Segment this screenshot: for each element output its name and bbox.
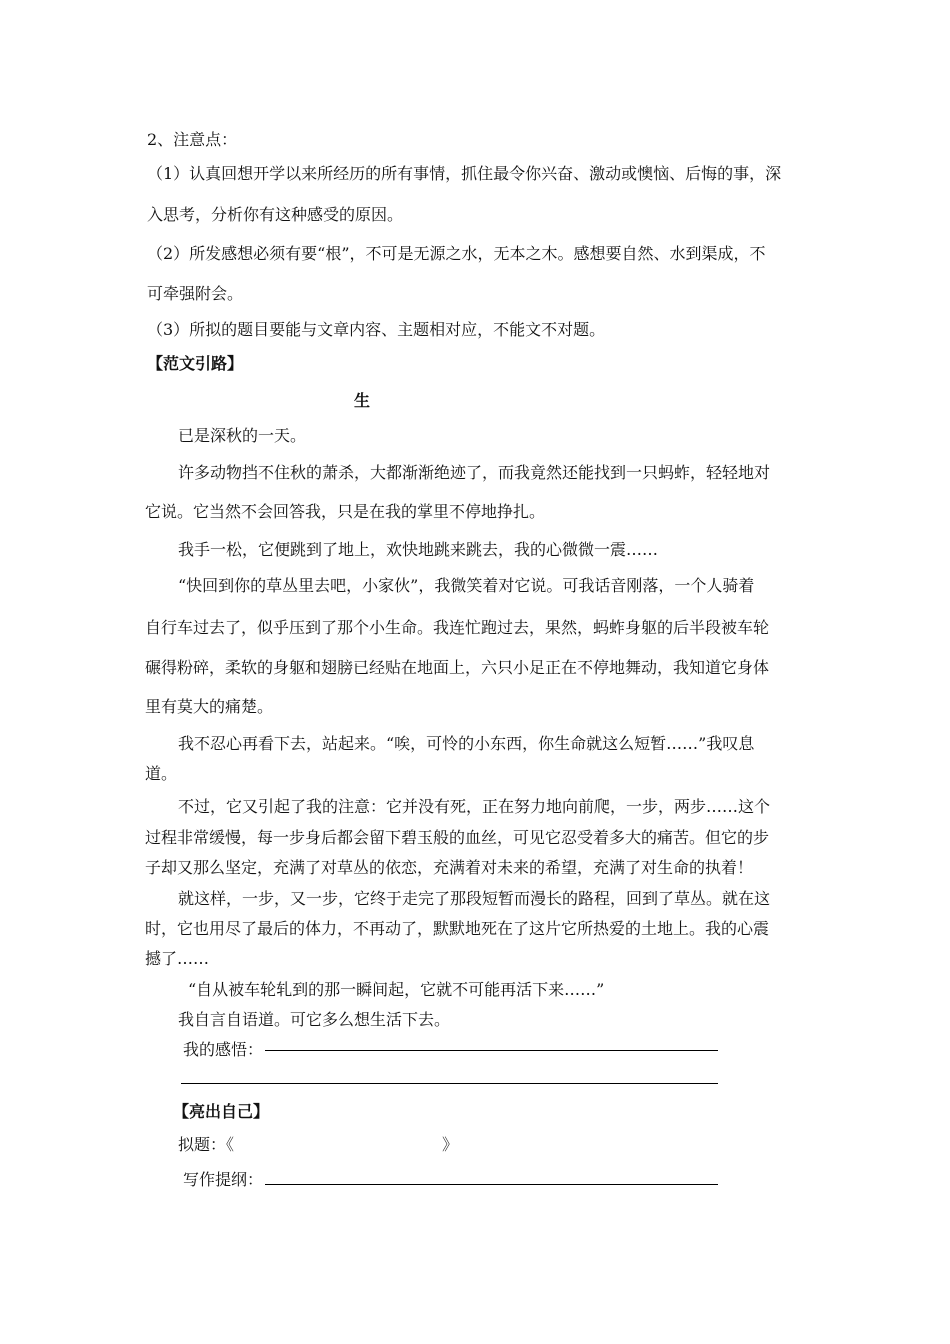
essay-line: 已是深秋的一天。 (178, 426, 307, 445)
essay-line: 道。 (145, 764, 178, 783)
essay-line: 它说。它当然不会回答我，只是在我的掌里不停地挣扎。 (145, 502, 546, 521)
essay-line: 子却又那么坚定，充满了对草丛的依恋，充满着对未来的希望，充满了对生命的执着！ (145, 858, 754, 877)
essay-line: “自从被车轮轧到的那一瞬间起，它就不可能再活下来……” (188, 980, 605, 999)
essay-line: 我自言自语道。可它多么想生活下去。 (178, 1010, 451, 1029)
note-item-3: （3）所拟的题目要能与文章内容、主题相对应，不能文不对题。 (147, 320, 606, 339)
essay-line: 里有莫大的痛楚。 (145, 697, 274, 716)
essay-line: “快回到你的草丛里去吧，小家伙”，我微笑着对它说。可我话音刚落，一个人骑着 (178, 576, 755, 595)
essay-line: 碾得粉碎，柔软的身躯和翅膀已经贴在地面上，六只小足正在不停地舞动，我知道它身体 (145, 658, 770, 677)
reflection-answer-line-1[interactable] (265, 1050, 718, 1051)
title-prompt-label: 拟题：《 (178, 1135, 235, 1154)
note-item-1-line-1: （1）认真回想开学以来所经历的所有事情，抓住最令你兴奋、激动或懊恼、后悔的事，深 (147, 164, 782, 183)
note-item-2-line-2: 可牵强附会。 (147, 284, 244, 303)
essay-line: 过程非常缓慢，每一步身后都会留下碧玉般的血丝，可见它忍受着多大的痛苦。但它的步 (145, 828, 770, 847)
reflection-answer-line-2[interactable] (181, 1083, 718, 1084)
essay-line: 自行车过去了，似乎压到了那个小生命。我连忙跑过去，果然，蚂蚱身躯的后半段被车轮 (145, 618, 770, 637)
essay-line: 我手一松，它便跳到了地上，欢快地跳来跳去，我的心微微一震…… (178, 540, 659, 559)
essay-line: 许多动物挡不住秋的萧杀，大都渐渐绝迹了，而我竟然还能找到一只蚂蚱，轻轻地对 (178, 463, 771, 482)
reflection-label: 我的感悟： (183, 1040, 264, 1059)
essay-line: 我不忍心再看下去，站起来。“唉，可怜的小东西，你生命就这么短暂……”我叹息 (178, 734, 755, 753)
note-item-2-line-1: （2）所发感想必须有要“根”，不可是无源之水，无本之木。感想要自然、水到渠成，不 (147, 244, 766, 263)
title-prompt-close: 》 (442, 1135, 459, 1154)
essay-line: 时，它也用尽了最后的体力，不再动了，默默地死在了这片它所热爱的土地上。我的心震 (145, 919, 770, 938)
outline-answer-line[interactable] (265, 1184, 718, 1185)
essay-title: 生 (354, 391, 371, 410)
essay-line: 就这样，一步，又一步，它终于走完了那段短暂而漫长的路程，回到了草丛。就在这 (178, 889, 771, 908)
model-essay-label: 【范文引路】 (147, 354, 244, 373)
notes-heading: 2、注意点： (147, 130, 238, 149)
essay-line: 不过，它又引起了我的注意：它并没有死，正在努力地向前爬，一步，两步……这个 (178, 797, 771, 816)
note-item-1-line-2: 入思考，分析你有这种感受的原因。 (147, 205, 404, 224)
show-yourself-label: 【亮出自己】 (173, 1102, 270, 1121)
essay-line: 撼了…… (145, 949, 210, 968)
outline-label: 写作提纲： (183, 1170, 264, 1189)
